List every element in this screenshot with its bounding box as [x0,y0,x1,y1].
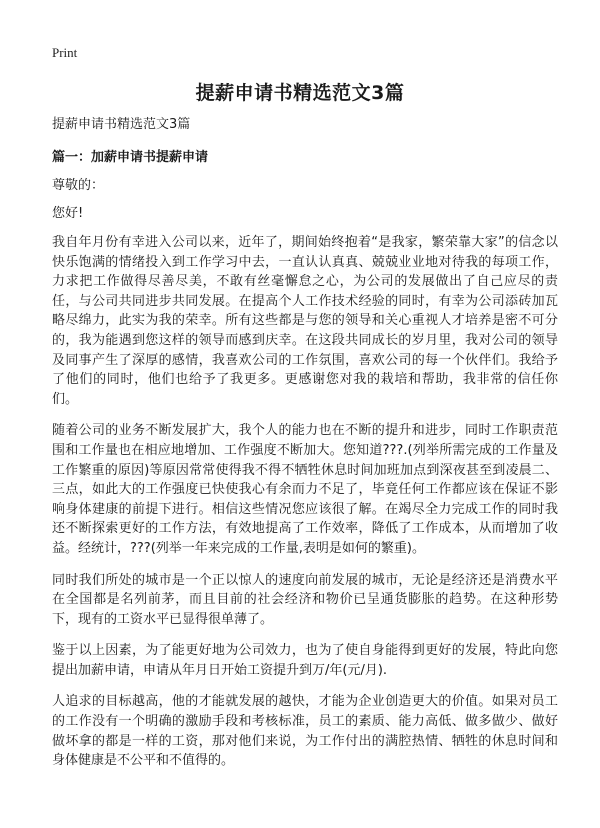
paragraph: 随着公司的业务不断发展扩大，我个人的能力也在不断的提升和进步，同时工作职责范围和工作量也在相应地增加、工作强度不断加大。您知道???.(列举所需完成的工作量及工作繁重的原因)等原因常常使得我不得不牺牲休息时间加班加点到深夜甚至到凌晨二、三点，如此大的工作强度已快使我心有余而力不足了，毕竟任何工作都应该在保证不影响身体建康的前提下进行。相信这些情况您应该很了解。在竭尽全力完成工作的同时我还不断探索更好的工作方法，有效地提高了工作效率，降低了工作成本，从而增加了收益。经统计，???(列举一年来完成的工作量,表明是如何的繁重)。 [52,423,558,556]
paragraph: 人追求的目标越高，他的才能就发展的越快，才能为企业创造更大的价值。如果对员工的工作没有一个明确的激励手段和考核标准，员工的素质、能力高低、做多做少、做好做坏拿的都是一样的工资，那对他们来说，为工作付出的满腔热情、牺牲的休息时间和身体健康是不公平和不值得的。 [52,694,558,769]
page-title: 提薪申请书精选范文3篇 [195,82,405,104]
section-heading: 篇一：加薪申请书提薪申请 [52,150,209,165]
greeting: 您好! [52,206,84,221]
paragraph: 鉴于以上因素，为了能更好地为公司效力，也为了使自身能得到更好的发展，特此向您提出加薪申请，申请从年月日开始工资提升到万/年(元/月). [52,643,558,678]
paragraph: 同时我们所处的城市是一个正以惊人的速度向前发展的城市，无论是经济还是消费水平在全国都是名列前茅，而且目前的社会经济和物价已呈通货膨胀的趋势。在这种形势下，现有的工资水平已显得很单薄了。 [52,572,558,627]
print-link[interactable]: Print [52,45,78,60]
document-subtitle: 提薪申请书精选范文3篇 [52,117,191,132]
salutation: 尊敬的： [52,178,105,193]
paragraph: 我自年月份有幸进入公司以来，近年了，期间始终抱着“是我家，繁荣靠大家”的信念以快乐饱满的情绪投入到工作学习中去，一直认认真真、兢兢业业地对待我的每项工作，力求把工作做得尽善尽美，不敢有丝毫懈怠之心，为公司的发展做出了自己应尽的责任，与公司共同进步共同发展。在提高个人工作技术经验的同时，有幸为公司添砖加瓦略尽绵力，此实为我的荣幸。所有这些都是与您的领导和关心重视人才培养是密不可分的，我为能遇到您这样的领导而感到庆幸。在这段共同成长的岁月里，我对公司的领导及同事产生了深厚的感情，我喜欢公司的工作氛围，喜欢公司的每一个伙伴们。我给予了他们的同时，他们也给予了我更多。更感谢您对我的栽培和帮助，我非常的信任你们。 [52,235,558,407]
document-body [52,116,558,783]
